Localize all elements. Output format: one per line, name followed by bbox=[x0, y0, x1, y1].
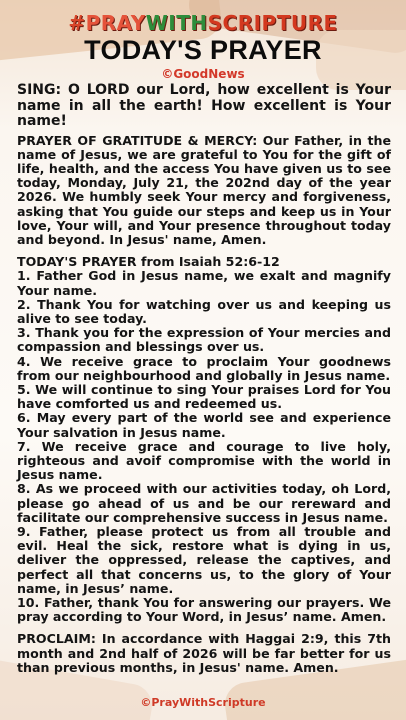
proclaim-paragraph: PROCLAIM: In accordance with Haggai 2:9, this 7th month and 2nd half of 2026 will be far better for us than previous months, in Jesus' name. Amen. bbox=[17, 631, 391, 675]
credit-label: ©GoodNews bbox=[161, 67, 245, 81]
prayer-point: 8. As we proceed with our activities today, oh Lord, please go ahead of us and be our rereward and facilitate our comprehensive success in Jesus name. bbox=[17, 481, 391, 525]
prayer-point: 1. Father God in Jesus name, we exalt and magnify Your name. bbox=[17, 268, 391, 298]
footer-credit: ©PrayWithScripture bbox=[140, 696, 266, 709]
prayer-heading: TODAY'S PRAYER from Isaiah 52:6-12 bbox=[17, 254, 280, 270]
prayer-point: 5. We will continue to sing Your praises Lord for You have comforted us and redeemed us. bbox=[17, 381, 391, 412]
prayer-point: 4. We receive grace to proclaim Your goodnews from our neighbourhood and globally in Jesus name. bbox=[17, 353, 391, 383]
prayer-body bbox=[17, 83, 391, 675]
prayer-point: 6. May every part of the world see and experience Your salvation in Jesus name. bbox=[17, 410, 391, 440]
hashtag-pray: PRAY bbox=[85, 11, 146, 35]
gratitude-paragraph: PRAYER OF GRATITUDE & MERCY: Our Father, in the name of Jesus, we are grateful to You for the gift of life, health, and the access You have given us to see today, Monday, July 21, the 202nd day of the year 2026. We humbly seek Your mercy and forgiveness, asking that You guide our steps and keep us in Your love, Your will, and Your presence throughout today and beyond. In Jesus' name, Amen. bbox=[17, 132, 391, 247]
hashtag-banner bbox=[0, 12, 406, 34]
hashtag-with: WITH bbox=[145, 11, 208, 35]
prayer-point: 9. Father, please protect us from all trouble and evil. Heal the sick, restore what is dying in us, deliver the oppressed, release the captives, and perfect all that concerns us, to the glory of Your name, in Jesus’ name. bbox=[17, 523, 391, 596]
page-title: TODAY'S PRAYER bbox=[84, 35, 322, 65]
hashtag-symbol: # bbox=[68, 11, 86, 35]
prayer-point: 2. Thank You for watching over us and keeping us alive to see today. bbox=[17, 296, 391, 326]
prayer-point: 3. Thank you for the expression of Your mercies and compassion and blessings over us. bbox=[17, 325, 391, 355]
hashtag-scripture: SCRIPTURE bbox=[207, 11, 338, 35]
prayer-point: 10. Father, thank You for answering our prayers. We pray according to Your Word, in Jesus’ name. Amen. bbox=[17, 595, 391, 625]
prayer-points-list bbox=[17, 269, 391, 624]
header bbox=[0, 12, 406, 81]
prayer-point: 7. We receive grace and courage to live holy, righteous and avoif compromise with the world in Jesus name. bbox=[17, 438, 391, 483]
sing-paragraph: SING: O LORD our Lord, how excellent is Your name in all the earth! How excellent is Your name! bbox=[17, 82, 391, 129]
